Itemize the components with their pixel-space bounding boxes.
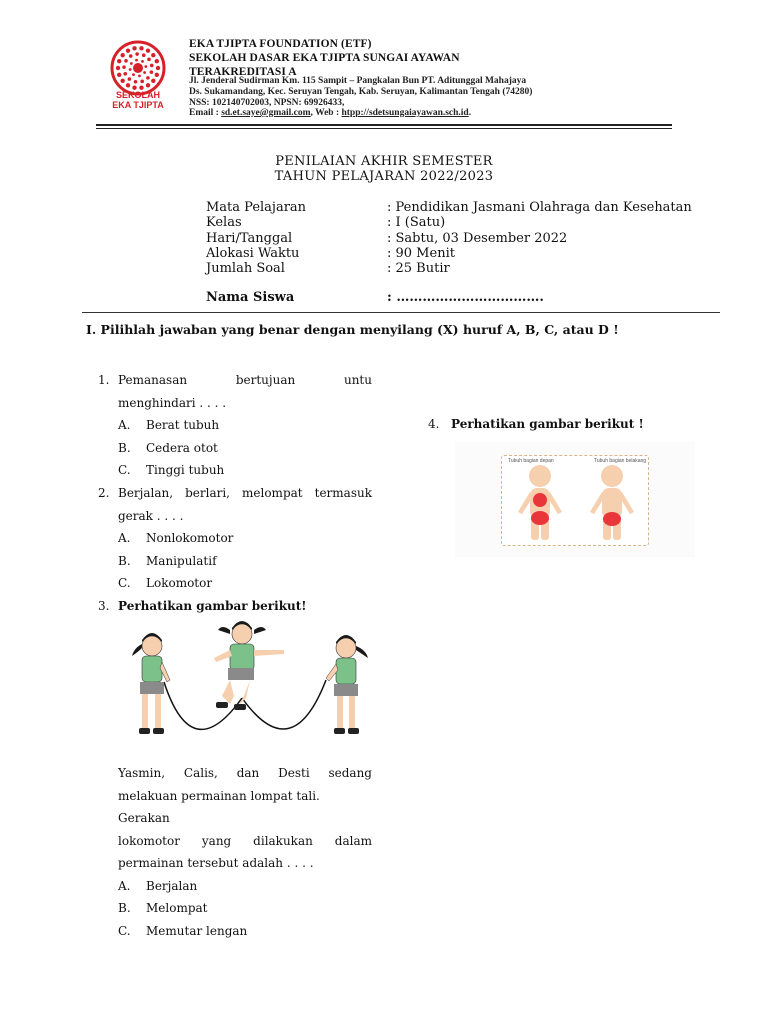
option-letter: A. xyxy=(118,878,131,893)
exam-title: PENILAIAN AKHIR SEMESTER xyxy=(275,154,493,169)
info-value: : Pendidikan Jasmani Olahraga dan Kesehatan xyxy=(387,200,692,215)
figure-frame xyxy=(501,455,649,546)
section-instruction: I. Pilihlah jawaban yang benar dengan menyilang (X) huruf A, B, C, atau D ! xyxy=(86,322,619,337)
question-number: 1. xyxy=(98,373,110,387)
front-label: Tubuh bagian depan xyxy=(508,458,554,464)
option-letter: B. xyxy=(118,440,131,455)
question-word: dalam xyxy=(334,833,372,848)
question-word: untu xyxy=(343,373,372,387)
option-a[interactable] xyxy=(118,875,372,898)
student-name-blank[interactable]: : ……………………………. xyxy=(387,290,544,305)
question-text xyxy=(118,762,372,785)
info-label: Mata Pelajaran xyxy=(206,200,307,215)
jump-rope-illustration xyxy=(112,618,384,750)
question-text xyxy=(118,482,372,505)
option-letter: B. xyxy=(118,553,131,568)
option-letter: C. xyxy=(118,576,131,590)
info-row xyxy=(206,246,692,261)
option-text: Memutar lengan xyxy=(146,923,248,938)
question-text: Perhatikan gambar berikut ! xyxy=(451,417,644,431)
info-label: Jumlah Soal xyxy=(206,261,285,277)
info-label: Hari/Tanggal xyxy=(206,230,293,246)
option-text: Manipulatif xyxy=(146,553,217,568)
nss-npsn: NSS: 102140702003, NPSN: 69926433, xyxy=(189,98,345,108)
question-word: Berjalan, xyxy=(118,486,174,500)
body-parts-figure xyxy=(455,442,695,557)
info-value: : Sabtu, 03 Desember 2022 xyxy=(387,230,568,246)
option-text: Berat tubuh xyxy=(146,418,220,432)
question-number: 3. xyxy=(98,599,110,613)
question-word: lokomotor xyxy=(118,833,180,848)
option-text: Tinggi tubuh xyxy=(146,463,225,477)
option-b[interactable] xyxy=(98,437,372,460)
option-c[interactable] xyxy=(98,459,372,482)
question-number: 4. xyxy=(428,417,440,431)
question-text-cont: permainan tersebut adalah . . . . xyxy=(118,856,314,870)
info-table xyxy=(206,200,692,276)
question-word: yang xyxy=(201,833,232,848)
question-text-cont: gerak . . . . xyxy=(118,508,184,523)
info-divider xyxy=(82,312,720,313)
question-3-body xyxy=(118,762,372,942)
question-word: Calis, xyxy=(183,766,218,780)
school-year: TAHUN PELAJARAN 2022/2023 xyxy=(274,169,494,184)
question-word: melompat xyxy=(242,486,303,500)
option-b[interactable] xyxy=(118,897,372,920)
question-text: Perhatikan gambar berikut! xyxy=(118,599,307,613)
email-label: Email : xyxy=(189,108,222,118)
student-name-row xyxy=(206,290,544,305)
question-1 xyxy=(98,369,372,482)
accreditation: TERAKREDITASI A xyxy=(189,66,297,78)
info-label: Kelas xyxy=(206,215,242,231)
web-link[interactable]: htpp://sdetsungaiayawan.sch.id xyxy=(341,108,469,118)
web-label: , Web : xyxy=(310,108,342,118)
option-text: Cedera otot xyxy=(146,440,218,455)
info-value: : 25 Butir xyxy=(387,261,450,277)
option-b[interactable] xyxy=(98,550,372,573)
question-word: Desti xyxy=(278,766,310,780)
option-a[interactable] xyxy=(98,527,372,550)
info-label: Alokasi Waktu xyxy=(206,245,300,261)
body-front-back-icon xyxy=(502,462,648,544)
question-text-cont: menghindari . . . . xyxy=(118,395,227,410)
question-word: dan xyxy=(236,766,260,780)
option-letter: C. xyxy=(118,923,131,938)
foundation-name: EKA TJIPTA FOUNDATION (ETF) xyxy=(189,38,372,50)
option-text: Lokomotor xyxy=(146,576,213,590)
student-name-label: Nama Siswa xyxy=(206,290,295,305)
header-rule-thin xyxy=(96,128,672,129)
info-value: : 90 Menit xyxy=(387,245,455,261)
question-4 xyxy=(428,413,644,436)
option-text: Nonlokomotor xyxy=(146,531,234,545)
email-link[interactable]: sd.et.saye@gmail.com xyxy=(221,108,311,118)
question-text-cont xyxy=(118,830,372,853)
school-name: SEKOLAH DASAR EKA TJIPTA SUNGAI AYAWAN xyxy=(189,52,460,64)
school-logo xyxy=(100,38,176,114)
question-word: termasuk xyxy=(314,486,372,500)
question-word: Yasmin, xyxy=(118,766,166,780)
logo-text-line1: SEKOLAH xyxy=(115,90,160,100)
info-row xyxy=(206,231,692,246)
info-row xyxy=(206,215,692,230)
question-text-cont: melakuan permainan lompat tali. Gerakan xyxy=(118,788,320,825)
option-letter: A. xyxy=(118,418,131,432)
question-word: sedang xyxy=(328,766,372,780)
option-c[interactable] xyxy=(118,920,372,943)
option-text: Berjalan xyxy=(146,878,198,893)
question-3 xyxy=(98,595,372,618)
contact-end: . xyxy=(468,108,472,118)
option-text: Melompat xyxy=(146,901,208,915)
question-word: Pemanasan xyxy=(118,373,188,387)
question-2 xyxy=(98,482,372,595)
logo-text-line2: EKA TJIPTA xyxy=(112,100,164,110)
question-word: dilakukan xyxy=(253,833,313,848)
info-row xyxy=(206,261,692,276)
question-text xyxy=(118,369,372,392)
option-letter: B. xyxy=(118,901,131,915)
address-line1: Jl. Jenderal Sudirman Km. 115 Sampit – Pangkalan Bun PT. Aditunggal Mahajaya xyxy=(189,76,527,86)
info-value: : I (Satu) xyxy=(387,215,446,231)
option-letter: A. xyxy=(118,531,131,545)
header-rule xyxy=(96,124,672,126)
info-row xyxy=(206,200,692,215)
question-word: berlari, xyxy=(185,486,230,500)
option-letter: C. xyxy=(118,463,131,477)
contact-line xyxy=(189,108,471,120)
address-line2: Ds. Sukamandang, Kec. Seruyan Tengah, Kab. Seruyan, Kalimantan Tengah (74280) xyxy=(189,87,533,97)
option-a[interactable] xyxy=(98,414,372,437)
question-number: 2. xyxy=(98,486,110,500)
back-label: Tubuh bagian belakang xyxy=(594,458,647,464)
children-jump-rope-icon xyxy=(112,618,384,750)
option-c[interactable] xyxy=(98,572,372,595)
question-word: bertujuan xyxy=(235,373,296,387)
